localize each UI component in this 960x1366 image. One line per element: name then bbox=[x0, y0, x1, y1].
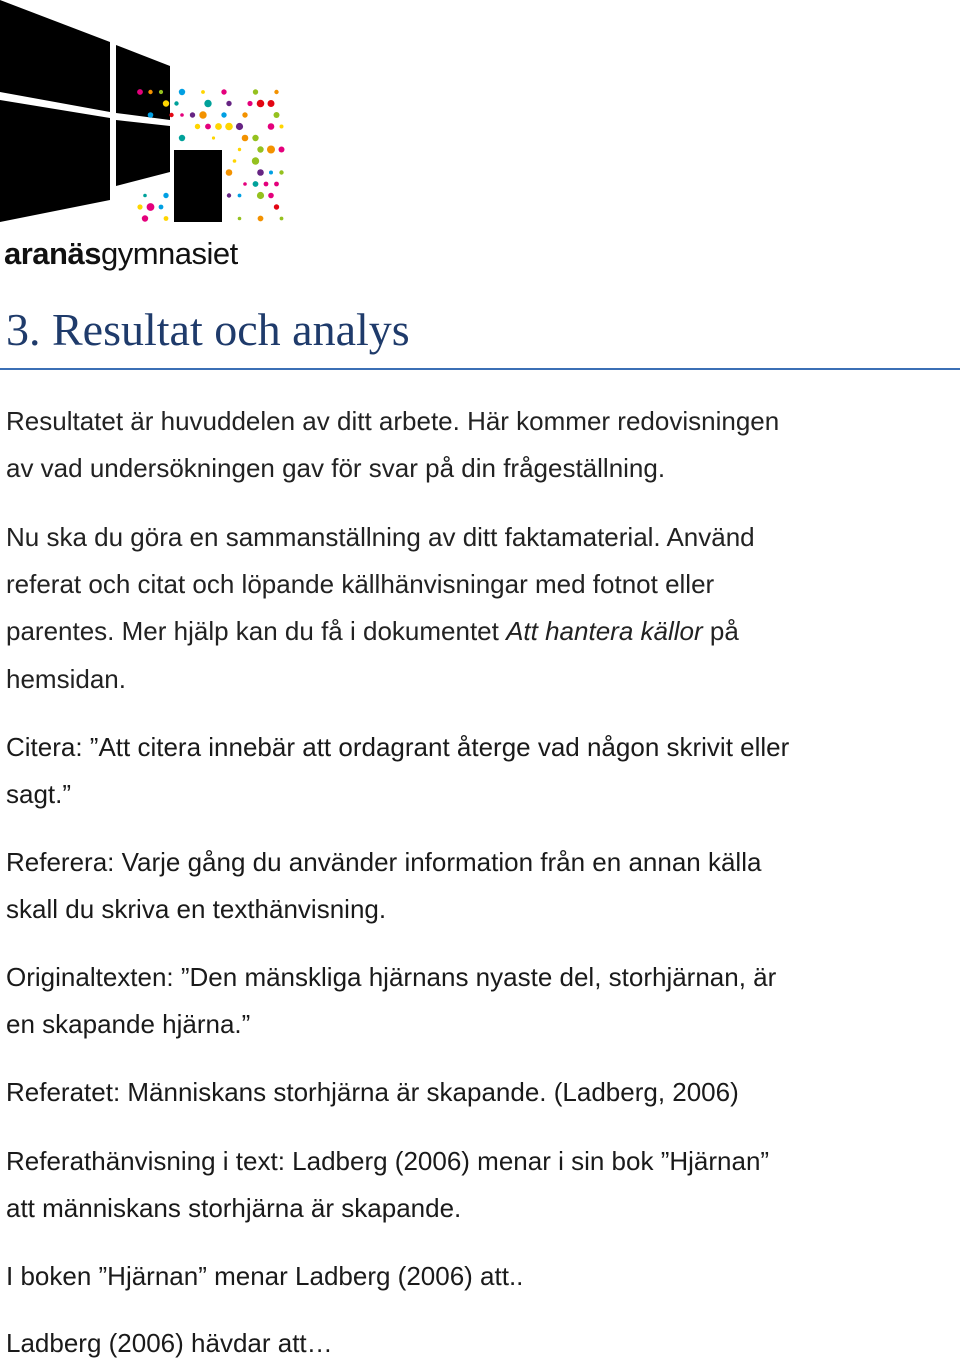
logo-dot bbox=[142, 215, 148, 221]
logo-dot bbox=[253, 89, 258, 94]
logo-dot bbox=[257, 169, 264, 176]
logo-dot bbox=[137, 89, 143, 95]
logo-dot bbox=[225, 123, 233, 131]
logo-dot bbox=[190, 112, 195, 117]
logo-dot bbox=[257, 192, 264, 199]
logo-dot bbox=[238, 217, 242, 221]
boken-line: I boken ”Hjärnan” menar Ladberg (2006) att.. bbox=[6, 1261, 524, 1291]
logo-dot bbox=[280, 217, 284, 221]
logo-dot bbox=[264, 182, 269, 187]
document-title-italic: Att hantera källor bbox=[506, 616, 703, 646]
logo-wordmark bbox=[4, 236, 238, 272]
logo-dot bbox=[147, 203, 155, 211]
logo-dot bbox=[169, 113, 173, 117]
referera-line-2: skall du skriva en texthänvisning. bbox=[6, 894, 387, 924]
logo-dot bbox=[221, 112, 226, 117]
logo-dot bbox=[258, 216, 264, 222]
p2-line-4: hemsidan. bbox=[6, 664, 126, 694]
page-title: 3. Resultat och analys bbox=[6, 304, 410, 355]
p2-line-3 bbox=[6, 608, 739, 654]
intro-line-1: Resultatet är huvuddelen av ditt arbete. Här kommer redovisningen bbox=[6, 406, 780, 436]
logo-dot bbox=[274, 204, 279, 209]
logo-dot bbox=[274, 90, 278, 94]
logo-dot bbox=[236, 123, 243, 130]
logo-dot bbox=[226, 101, 231, 106]
logo-dot bbox=[205, 124, 211, 130]
logo-dot bbox=[199, 111, 206, 118]
refhanvisning-line-2: att människans storhjärna är skapande. bbox=[6, 1193, 462, 1223]
citera-line-1: Citera: ”Att citera innebär att ordagrant återge vad någon skrivit eller bbox=[6, 732, 790, 762]
logo-dot bbox=[221, 89, 226, 94]
logo-dot bbox=[253, 181, 259, 187]
referatet-line: Referatet: Människans storhjärna är skapande. (Ladberg, 2006) bbox=[6, 1077, 739, 1107]
logo-dot bbox=[238, 194, 242, 198]
logo-dot bbox=[243, 182, 247, 186]
havdar-line: Ladberg (2006) hävdar att… bbox=[6, 1328, 333, 1358]
logo-dot bbox=[274, 182, 279, 187]
logo-dot bbox=[274, 112, 280, 118]
school-logo bbox=[0, 0, 290, 272]
logo-dot bbox=[195, 124, 200, 129]
logo-dot bbox=[280, 125, 284, 129]
original-line-2: en skapande hjärna.” bbox=[6, 1009, 251, 1039]
logo-dot bbox=[137, 204, 142, 209]
logo-dot bbox=[215, 123, 222, 130]
refhanvisning-line-1: Referathänvisning i text: Ladberg (2006) menar i sin bok ”Hjärnan” bbox=[6, 1146, 770, 1176]
logo-dot bbox=[269, 171, 273, 175]
citera-line-2: sagt.” bbox=[6, 779, 72, 809]
logo-name-light: gymnasiet bbox=[100, 236, 238, 271]
logo-dot bbox=[268, 100, 275, 107]
logo-dot bbox=[180, 113, 184, 117]
logo-dot bbox=[242, 112, 247, 117]
original-line-1: Originaltexten: ”Den mänskliga hjärnans nyaste del, storhjärnan, är bbox=[6, 962, 777, 992]
logo-graphic bbox=[0, 0, 290, 240]
logo-dot bbox=[163, 193, 168, 198]
logo-dot bbox=[159, 205, 164, 210]
p2-line-1: Nu ska du göra en sammanställning av ditt faktamaterial. Använd bbox=[6, 522, 755, 552]
p2-line-3-start: parentes. Mer hjälp kan du få i dokumentet bbox=[6, 616, 507, 646]
logo-dot bbox=[204, 100, 211, 107]
p2-line-2: referat och citat och löpande källhänvisningar med fotnot eller bbox=[6, 569, 715, 599]
logo-dot bbox=[148, 90, 152, 94]
logo-dot bbox=[279, 170, 283, 174]
logo-dot bbox=[257, 146, 263, 152]
logo-dot bbox=[268, 123, 275, 130]
logo-dot bbox=[257, 100, 265, 108]
referera-line-1: Referera: Varje gång du använder information från en annan källa bbox=[6, 847, 762, 877]
logo-dot bbox=[212, 136, 215, 139]
logo-dot bbox=[233, 159, 237, 163]
logo-dot bbox=[148, 112, 154, 118]
title-divider bbox=[0, 368, 960, 370]
logo-dot bbox=[242, 135, 249, 142]
p2-line-3-end: på bbox=[702, 616, 739, 646]
logo-dot bbox=[252, 157, 259, 164]
logo-dot bbox=[163, 100, 169, 106]
logo-dot bbox=[201, 90, 205, 94]
logo-dot bbox=[226, 169, 233, 176]
logo-dot bbox=[159, 90, 163, 94]
logo-dot bbox=[252, 135, 258, 141]
logo-name-bold: aranäs bbox=[4, 236, 101, 271]
logo-dot bbox=[174, 101, 178, 105]
logo-dot bbox=[238, 148, 241, 151]
logo-dot bbox=[143, 194, 147, 198]
logo-dot bbox=[247, 101, 252, 106]
logo-dot bbox=[279, 147, 285, 153]
logo-dot bbox=[179, 135, 185, 141]
logo-dot bbox=[179, 89, 185, 95]
logo-dot bbox=[267, 146, 275, 154]
logo-dot bbox=[227, 193, 231, 197]
intro-line-2: av vad undersökningen gav för svar på din frågeställning. bbox=[6, 453, 666, 483]
logo-dot bbox=[164, 216, 169, 221]
logo-dot bbox=[268, 193, 274, 199]
